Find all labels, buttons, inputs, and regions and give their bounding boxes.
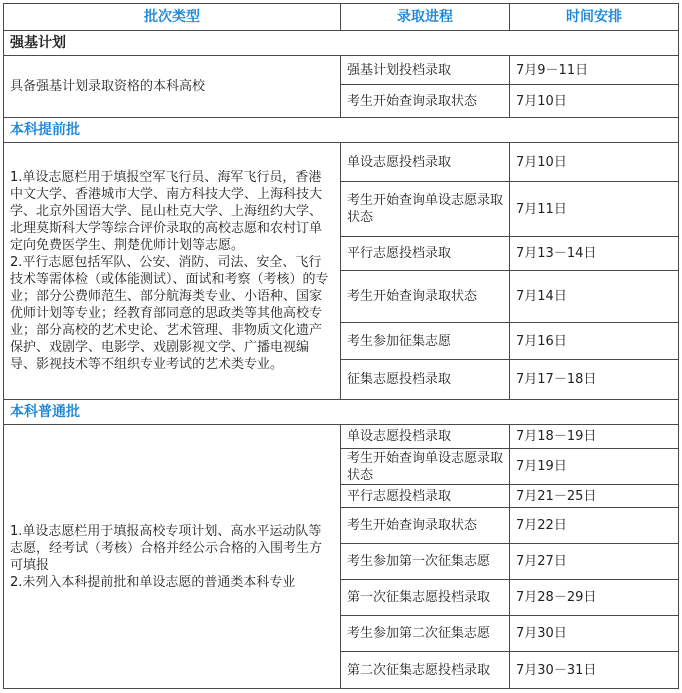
time-cell: 7月16日 <box>510 323 679 360</box>
section-description <box>4 143 341 400</box>
table-row <box>4 425 679 449</box>
header-time-schedule: 时间安排 <box>510 4 679 31</box>
time-cell: 7月9－11日 <box>510 56 679 85</box>
progress-cell: 平行志愿投档录取 <box>341 485 510 508</box>
progress-cell: 第二次征集志愿投档录取 <box>341 652 510 689</box>
progress-cell: 考生开始查询录取状态 <box>341 508 510 544</box>
time-cell: 7月10日 <box>510 85 679 118</box>
progress-cell: 单设志愿投档录取 <box>341 143 510 182</box>
table-row <box>4 143 679 182</box>
section-title-row <box>4 400 679 425</box>
time-cell: 7月11日 <box>510 182 679 237</box>
time-cell: 7月19日 <box>510 449 679 485</box>
progress-cell: 考生开始查询单设志愿录取状态 <box>341 182 510 237</box>
time-cell: 7月13－14日 <box>510 237 679 271</box>
description-paragraph: 1.单设志愿栏用于填报高校专项计划、高水平运动队等志愿，经考试（考核）合格并经公示合格的入围考生方可填报 <box>10 523 323 573</box>
time-cell: 7月10日 <box>510 143 679 182</box>
header-admission-progress: 录取进程 <box>341 4 510 31</box>
description-paragraph: 2.未列入本科提前批和单设志愿的普通类本科专业 <box>10 574 296 590</box>
progress-cell: 考生开始查询单设志愿录取状态 <box>341 449 510 485</box>
section-description <box>4 56 341 118</box>
section-title-row <box>4 31 679 56</box>
section-title: 强基计划 <box>4 31 679 56</box>
description-paragraph: 2.平行志愿包括军队、公安、消防、司法、安全、飞行技术等需体检（或体能测试）、面试和考察（考核）的专业；部分公费师范生、部分航海类专业、小语种、国家优师计划等专业；经教育部同意的思政类等其他高校专业；部分高校的艺术史论、艺术管理、非物质文化遗产保护、戏剧学、电影学、戏剧影视文学、广播电视编导、影视技术等不组织专业考试的艺术类专业。 <box>10 255 329 372</box>
time-cell: 7月27日 <box>510 544 679 580</box>
progress-cell: 考生开始查询录取状态 <box>341 271 510 323</box>
section-title-row <box>4 118 679 143</box>
section-description <box>4 425 341 689</box>
time-cell: 7月18－19日 <box>510 425 679 449</box>
progress-cell: 强基计划投档录取 <box>341 56 510 85</box>
progress-cell: 考生参加征集志愿 <box>341 323 510 360</box>
header-row <box>4 4 679 31</box>
progress-cell: 考生开始查询录取状态 <box>341 85 510 118</box>
time-cell: 7月30日 <box>510 616 679 652</box>
admission-schedule-table <box>3 3 679 689</box>
section-title: 本科普通批 <box>4 400 679 425</box>
section-title: 本科提前批 <box>4 118 679 143</box>
time-cell: 7月28－29日 <box>510 580 679 616</box>
time-cell: 7月30－31日 <box>510 652 679 689</box>
progress-cell: 考生参加第一次征集志愿 <box>341 544 510 580</box>
time-cell: 7月21－25日 <box>510 485 679 508</box>
progress-cell: 征集志愿投档录取 <box>341 360 510 400</box>
table-row <box>4 56 679 85</box>
description-paragraph: 具备强基计划录取资格的本科高校 <box>10 79 206 94</box>
time-cell: 7月14日 <box>510 271 679 323</box>
header-batch-type: 批次类型 <box>4 4 341 31</box>
progress-cell: 考生参加第二次征集志愿 <box>341 616 510 652</box>
progress-cell: 第一次征集志愿投档录取 <box>341 580 510 616</box>
time-cell: 7月17－18日 <box>510 360 679 400</box>
time-cell: 7月22日 <box>510 508 679 544</box>
progress-cell: 平行志愿投档录取 <box>341 237 510 271</box>
description-paragraph: 1.单设志愿栏用于填报空军飞行员、海军飞行员，香港中文大学、香港城市大学、南方科技大学、上海科技大学、北京外国语大学、昆山杜克大学、上海纽约大学、北理莫斯科大学等综合评价录取的高校志愿和农村订单定向免费医学生、荆楚优师计划等志愿。 <box>10 170 323 253</box>
progress-cell: 单设志愿投档录取 <box>341 425 510 449</box>
